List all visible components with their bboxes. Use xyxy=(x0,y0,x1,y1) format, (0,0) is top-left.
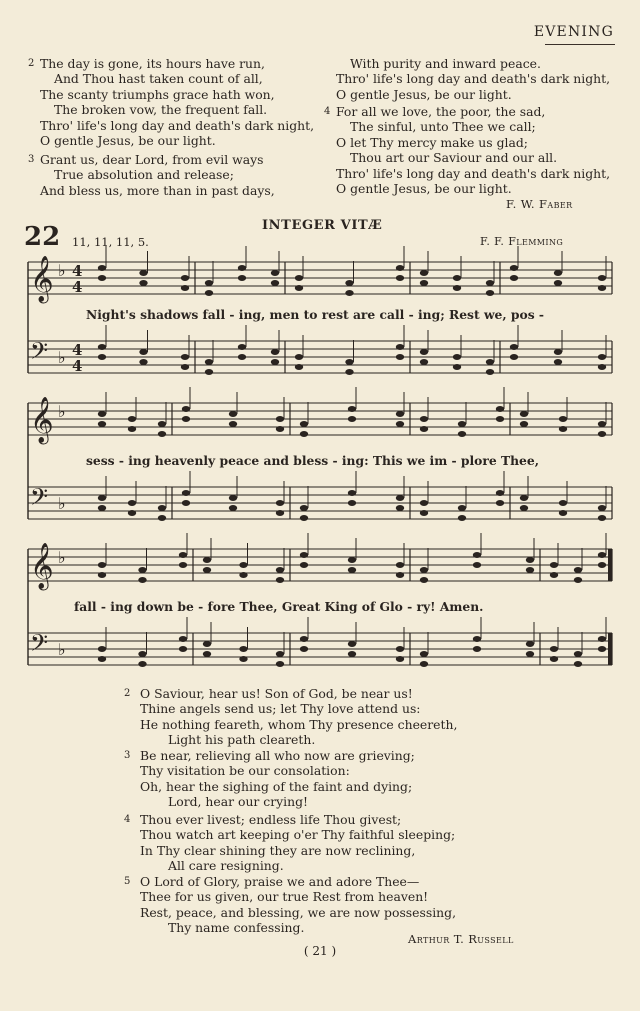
note-head xyxy=(128,500,136,506)
stanza-line: O Saviour, hear us! Son of God, be near us! xyxy=(140,686,413,701)
time-signature: 4 xyxy=(72,357,83,375)
note-head xyxy=(396,572,404,578)
treble-clef-icon: 𝄞 xyxy=(30,543,54,589)
note-head xyxy=(139,280,147,286)
page-number: ( 21 ) xyxy=(303,944,337,958)
note-head xyxy=(182,490,190,496)
verse-line: Grant us, dear Lord, from evil ways xyxy=(40,152,264,167)
note-head xyxy=(276,416,284,422)
note-head xyxy=(229,505,237,511)
note-head xyxy=(550,656,558,662)
stanzas xyxy=(120,686,600,936)
note-head xyxy=(300,431,308,437)
note-head xyxy=(239,562,247,568)
note-head xyxy=(526,557,534,563)
stanza-number: 4 xyxy=(124,814,131,825)
hymn-number: 22 xyxy=(24,222,61,252)
note-head xyxy=(345,359,353,365)
verse-line: O gentle Jesus, be our light. xyxy=(336,86,512,102)
note-head xyxy=(239,646,247,652)
final-bar-line xyxy=(608,549,612,581)
note-head xyxy=(300,562,308,568)
note-head xyxy=(158,421,166,427)
note-head xyxy=(128,510,136,516)
note-head xyxy=(98,572,106,578)
note-head xyxy=(496,416,504,422)
note-head xyxy=(598,285,606,291)
note-head xyxy=(526,641,534,647)
note-head xyxy=(598,646,606,652)
note-head xyxy=(138,661,146,667)
note-head xyxy=(520,421,528,427)
verse-line: O gentle Jesus, be our light. xyxy=(336,181,512,197)
note-head xyxy=(510,354,518,360)
flat-icon: ♭ xyxy=(58,494,66,513)
flat-icon: ♭ xyxy=(58,402,66,421)
note-head xyxy=(396,656,404,662)
note-head xyxy=(453,354,461,360)
verse-line: Thou art our Saviour and our all. xyxy=(350,150,558,166)
note-head xyxy=(550,646,558,652)
treble-clef-icon: 𝄞 xyxy=(30,256,54,302)
note-head xyxy=(205,280,213,286)
verse-line: And Thou hast taken count of all, xyxy=(54,71,263,87)
note-head xyxy=(181,364,189,370)
note-head xyxy=(276,500,284,506)
note-head xyxy=(348,406,356,412)
bass-clef-icon: 𝄢 xyxy=(30,629,49,662)
note-head xyxy=(473,552,481,558)
note-head xyxy=(348,490,356,496)
lyrics-line-2: sess - ing heavenly peace and bless - ing: This we im - plore Thee, xyxy=(86,453,539,468)
note-head xyxy=(598,515,606,521)
note-head xyxy=(598,431,606,437)
note-head xyxy=(271,280,279,286)
verse-line: O gentle Jesus, be our light. xyxy=(40,133,216,149)
lyrics-line-3: fall - ing down be - fore Thee, Great King of Glo - ry! Amen. xyxy=(74,599,484,614)
note-head xyxy=(420,510,428,516)
note-head xyxy=(550,572,558,578)
note-head xyxy=(128,426,136,432)
note-head xyxy=(300,636,308,642)
composer: F. F. Flemming xyxy=(480,235,564,248)
verse-number: 2 xyxy=(28,58,35,69)
note-head xyxy=(276,510,284,516)
note-head xyxy=(182,500,190,506)
note-head xyxy=(98,275,106,281)
stanza-2 xyxy=(124,686,600,748)
note-head xyxy=(420,280,428,286)
note-head xyxy=(420,426,428,432)
note-head xyxy=(348,641,356,647)
note-head xyxy=(239,656,247,662)
flat-icon: ♭ xyxy=(58,261,66,280)
note-head xyxy=(458,505,466,511)
verse-line: The broken vow, the frequent fall. xyxy=(54,102,268,118)
stanza-line: Thou ever livest; endless life Thou givest; xyxy=(140,812,402,827)
note-head xyxy=(348,500,356,506)
note-head xyxy=(182,416,190,422)
verse-line: For all we love, the poor, the sad, xyxy=(336,104,546,119)
note-head xyxy=(345,280,353,286)
note-head xyxy=(300,421,308,427)
note-head xyxy=(396,421,404,427)
verse-line: True absolution and release; xyxy=(54,167,234,183)
note-head xyxy=(520,495,528,501)
note-head xyxy=(300,646,308,652)
stanza-line: He nothing feareth, whom Thy presence cheereth, xyxy=(140,716,458,732)
note-head xyxy=(574,567,582,573)
note-head xyxy=(179,646,187,652)
note-head xyxy=(486,280,494,286)
stanza-line: Thy name confessing. xyxy=(168,920,305,936)
note-head xyxy=(271,359,279,365)
note-head xyxy=(138,567,146,573)
note-head xyxy=(203,641,211,647)
note-head xyxy=(473,562,481,568)
time-signature: 4 xyxy=(72,341,83,359)
stanza-line: In Thy clear shining they are now reclining, xyxy=(140,842,416,858)
note-head xyxy=(98,421,106,427)
note-head xyxy=(496,406,504,412)
stanza-number: 3 xyxy=(124,750,131,761)
bass-clef-icon: 𝄢 xyxy=(30,483,49,516)
note-head xyxy=(271,270,279,276)
stanza-number: 2 xyxy=(124,688,131,699)
note-head xyxy=(420,651,428,657)
note-head xyxy=(158,515,166,521)
note-head xyxy=(510,344,518,350)
note-head xyxy=(98,495,106,501)
note-head xyxy=(348,557,356,563)
note-head xyxy=(295,285,303,291)
note-head xyxy=(98,505,106,511)
note-head xyxy=(526,651,534,657)
note-head xyxy=(345,369,353,375)
note-head xyxy=(473,636,481,642)
note-head xyxy=(179,636,187,642)
note-head xyxy=(396,354,404,360)
note-head xyxy=(182,406,190,412)
note-head xyxy=(98,646,106,652)
stanza-3 xyxy=(124,748,600,810)
note-head xyxy=(510,275,518,281)
note-head xyxy=(139,359,147,365)
verse-line: Thro' life's long day and death's dark night, xyxy=(40,117,315,133)
time-signature: 4 xyxy=(72,262,83,280)
hymn-meter: 11, 11, 11, 5. xyxy=(72,235,149,249)
note-head xyxy=(158,431,166,437)
note-head xyxy=(239,572,247,578)
note-head xyxy=(238,265,246,271)
note-head xyxy=(181,354,189,360)
stanza-line: Oh, hear the sighing of the faint and dying; xyxy=(140,778,413,794)
stanza-line: Thine angels send us; let Thy love attend us: xyxy=(140,701,421,717)
note-head xyxy=(98,656,106,662)
note-head xyxy=(486,359,494,365)
note-head xyxy=(473,646,481,652)
note-head xyxy=(396,275,404,281)
flat-icon: ♭ xyxy=(58,348,66,367)
note-head xyxy=(559,510,567,516)
note-head xyxy=(98,344,106,350)
note-head xyxy=(420,567,428,573)
stanza-line: Light his path cleareth. xyxy=(168,732,316,748)
stanza-line: Thy visitation be our consolation: xyxy=(140,763,350,779)
note-head xyxy=(276,567,284,573)
note-head xyxy=(574,577,582,583)
note-head xyxy=(453,364,461,370)
note-head xyxy=(559,426,567,432)
note-head xyxy=(598,562,606,568)
note-head xyxy=(486,290,494,296)
stanza-4 xyxy=(124,812,600,874)
note-head xyxy=(554,280,562,286)
note-head xyxy=(559,416,567,422)
note-head xyxy=(229,495,237,501)
verse-line: With purity and inward peace. xyxy=(350,56,541,71)
note-head xyxy=(276,426,284,432)
verse-line: The scanty triumphs grace hath won, xyxy=(40,86,275,102)
note-head xyxy=(396,265,404,271)
verse-line: O let Thy mercy make us glad; xyxy=(336,134,528,150)
note-head xyxy=(458,515,466,521)
verse-line: The sinful, unto Thee we call; xyxy=(350,119,536,135)
note-head xyxy=(348,651,356,657)
note-head xyxy=(276,577,284,583)
note-head xyxy=(205,369,213,375)
note-head xyxy=(420,500,428,506)
note-head xyxy=(598,364,606,370)
stanza-line: O Lord of Glory, praise we and adore Thee— xyxy=(140,874,420,889)
note-head xyxy=(559,500,567,506)
note-head xyxy=(420,349,428,355)
note-head xyxy=(203,567,211,573)
note-head xyxy=(420,577,428,583)
note-head xyxy=(276,651,284,657)
note-head xyxy=(271,349,279,355)
note-head xyxy=(139,270,147,276)
note-head xyxy=(520,411,528,417)
note-head xyxy=(496,500,504,506)
note-head xyxy=(179,552,187,558)
note-head xyxy=(348,567,356,573)
flat-icon: ♭ xyxy=(58,640,66,659)
note-head xyxy=(420,359,428,365)
tune-name: INTEGER VITÆ xyxy=(262,218,383,233)
note-head xyxy=(396,344,404,350)
note-head xyxy=(139,349,147,355)
note-head xyxy=(396,411,404,417)
lyrics-line-1: Night's shadows fall - ing, men to rest are call - ing; Rest we, pos - xyxy=(86,307,545,322)
note-head xyxy=(98,562,106,568)
verse-line: And bless us, more than in past days, xyxy=(40,182,275,198)
note-head xyxy=(420,270,428,276)
verse-line: Thro' life's long day and death's dark night, xyxy=(336,165,611,181)
stanza-line: Be near, relieving all who now are grieving; xyxy=(140,748,415,763)
note-head xyxy=(554,270,562,276)
note-head xyxy=(238,354,246,360)
note-head xyxy=(181,275,189,281)
note-head xyxy=(598,354,606,360)
note-head xyxy=(138,577,146,583)
note-head xyxy=(181,285,189,291)
note-head xyxy=(574,651,582,657)
note-head xyxy=(295,275,303,281)
stanza-line: Rest, peace, and blessing, we are now possessing, xyxy=(140,904,457,920)
note-head xyxy=(396,562,404,568)
note-head xyxy=(598,421,606,427)
note-head xyxy=(496,490,504,496)
note-head xyxy=(203,651,211,657)
note-head xyxy=(453,275,461,281)
note-head xyxy=(420,416,428,422)
note-head xyxy=(300,515,308,521)
note-head xyxy=(598,552,606,558)
note-head xyxy=(554,359,562,365)
note-head xyxy=(229,421,237,427)
note-head xyxy=(520,505,528,511)
note-head xyxy=(453,285,461,291)
note-head xyxy=(574,661,582,667)
verse-number: 3 xyxy=(28,154,35,165)
note-head xyxy=(128,416,136,422)
stanza-number: 5 xyxy=(124,876,131,887)
note-head xyxy=(598,275,606,281)
note-head xyxy=(486,369,494,375)
time-signature: 4 xyxy=(72,278,83,296)
note-head xyxy=(295,364,303,370)
verse-author: F. W. Faber xyxy=(506,197,573,211)
stanza-line: Thou watch art keeping o'er Thy faithful sleeping; xyxy=(140,827,456,843)
verse-number: 4 xyxy=(324,106,331,117)
bass-clef-icon: 𝄢 xyxy=(30,337,49,370)
verse-line: Thro' life's long day and death's dark night, xyxy=(336,71,611,87)
note-head xyxy=(396,495,404,501)
note-head xyxy=(98,411,106,417)
note-head xyxy=(98,265,106,271)
note-head xyxy=(396,646,404,652)
note-head xyxy=(138,651,146,657)
stanza-author: Arthur T. Russell xyxy=(408,932,514,946)
note-head xyxy=(205,359,213,365)
note-head xyxy=(229,411,237,417)
note-head xyxy=(598,636,606,642)
note-head xyxy=(179,562,187,568)
note-head xyxy=(510,265,518,271)
note-head xyxy=(238,275,246,281)
note-head xyxy=(300,505,308,511)
stanza-line: All care resigning. xyxy=(168,858,284,874)
stanza-line: Thee for us given, our true Rest from heaven! xyxy=(140,889,429,905)
note-head xyxy=(526,567,534,573)
note-head xyxy=(420,661,428,667)
note-head xyxy=(98,354,106,360)
note-head xyxy=(554,349,562,355)
note-head xyxy=(345,290,353,296)
final-bar-line xyxy=(608,633,612,665)
note-head xyxy=(550,562,558,568)
note-head xyxy=(396,505,404,511)
section-header: EVENING xyxy=(533,24,614,40)
note-head xyxy=(598,505,606,511)
note-head xyxy=(295,354,303,360)
note-head xyxy=(158,505,166,511)
note-head xyxy=(205,290,213,296)
flat-icon: ♭ xyxy=(58,548,66,567)
stanza-line: Lord, hear our crying! xyxy=(168,794,308,810)
note-head xyxy=(348,416,356,422)
note-head xyxy=(238,344,246,350)
note-head xyxy=(203,557,211,563)
note-head xyxy=(458,421,466,427)
verse-line: The day is gone, its hours have run, xyxy=(40,56,265,71)
stanza-5 xyxy=(124,874,600,936)
treble-clef-icon: 𝄞 xyxy=(30,397,54,443)
note-head xyxy=(300,552,308,558)
note-head xyxy=(458,431,466,437)
note-head xyxy=(276,661,284,667)
